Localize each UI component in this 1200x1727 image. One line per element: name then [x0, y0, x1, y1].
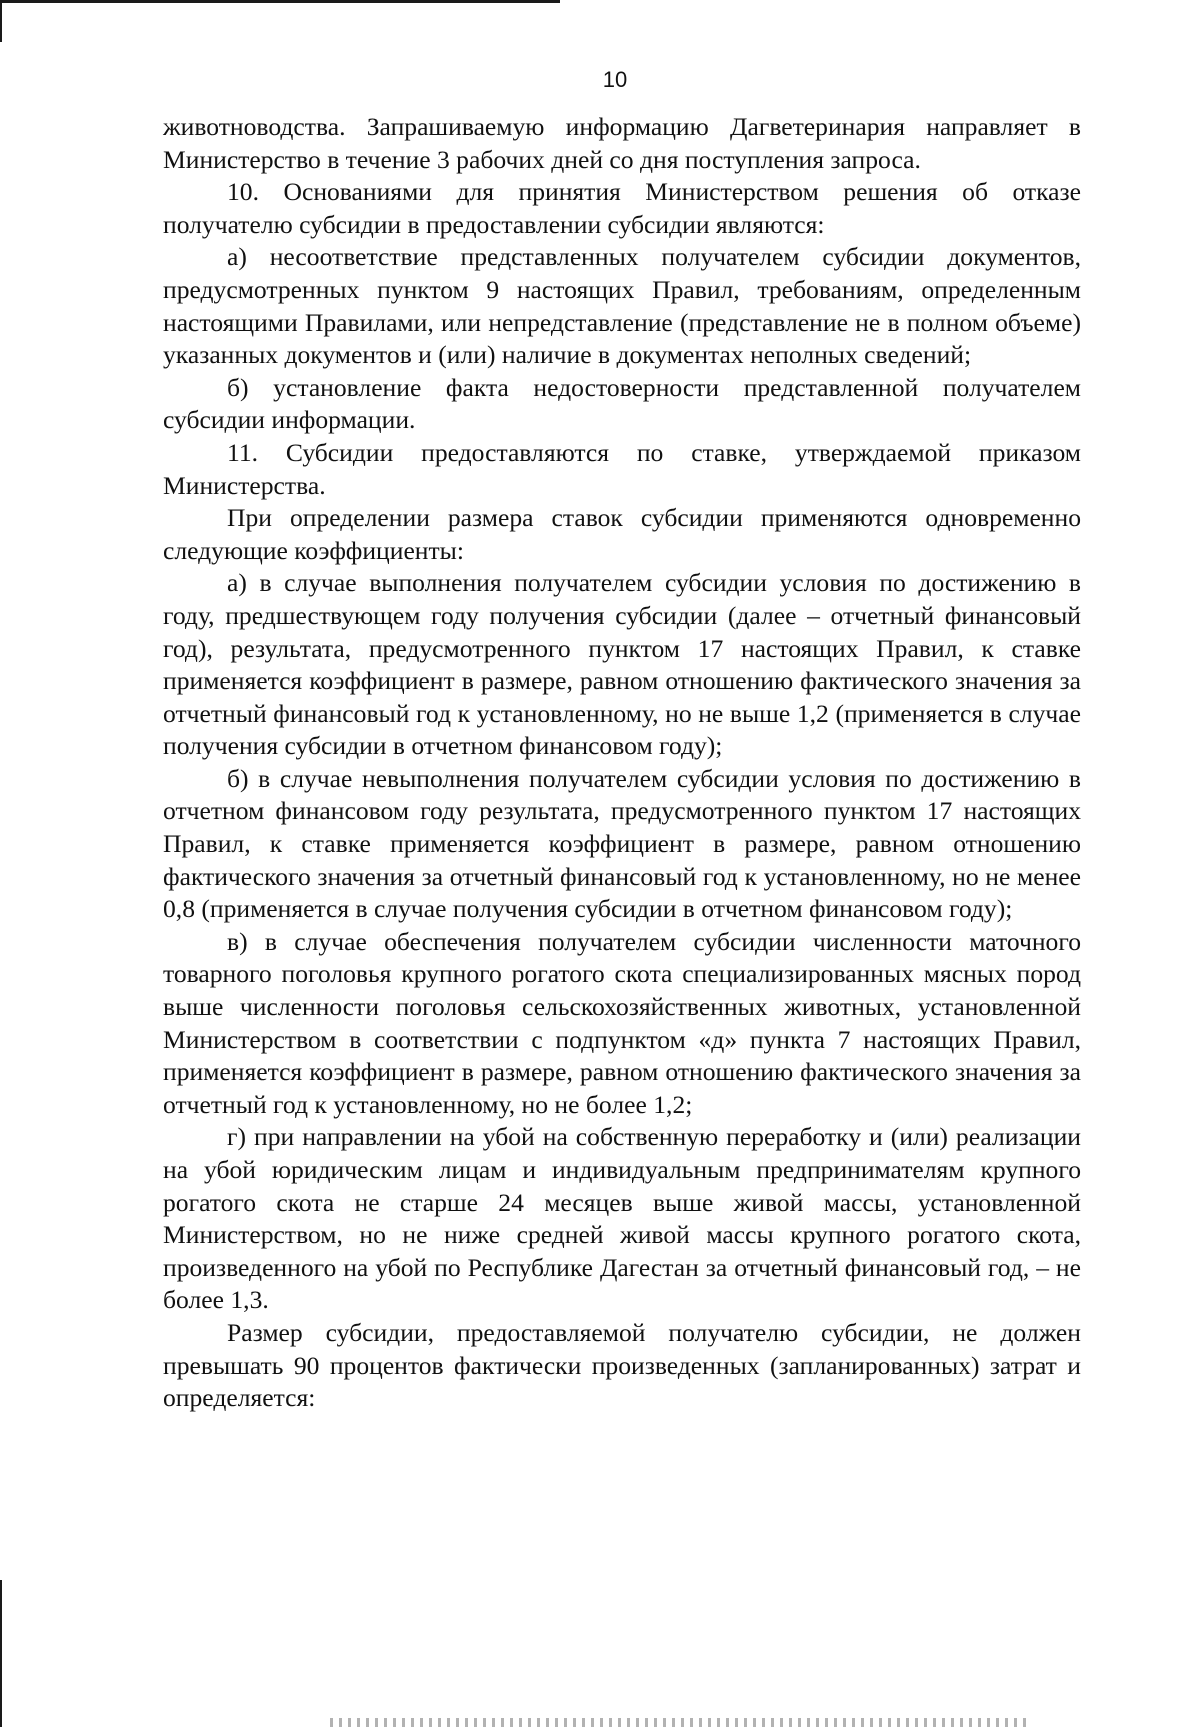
- scan-edge-left: [0, 0, 2, 42]
- paragraph: животноводства. Запрашиваемую информацию Дагветеринария направляет в Министерство в течение 3 рабочих дней со дня поступления запроса.: [163, 112, 1081, 174]
- paragraph: 10. Основаниями для принятия Министерством решения об отказе получателю субсидии в предоставлении субсидии являются:: [163, 177, 1081, 239]
- paragraph: При определении размера ставок субсидии применяются одновременно следующие коэффициенты:: [163, 503, 1081, 565]
- scan-edge-left-lower: [0, 1580, 2, 1727]
- paragraph: Размер субсидии, предоставляемой получателю субсидии, не должен превышать 90 процентов фактически произведенных (запланированных) затрат и определяется:: [163, 1317, 1081, 1413]
- page-number: 10: [602, 67, 628, 92]
- paragraph: 11. Субсидии предоставляются по ставке, утверждаемой приказом Министерства.: [163, 437, 1081, 500]
- paragraph: б) в случае невыполнения получателем субсидии условия по достижению в отчетном финансовом году результата, предусмотренного пунктом 17 настоящих Правил, к ставке применяется коэффициент в размере, равном отношению фактического значения за отчетный финансовый год к установленному, но не менее 0,8 (применяется в случае получения субсидии в отчетном финансовом году);: [163, 763, 1081, 924]
- scan-edge-top: [0, 0, 560, 3]
- paragraph: а) несоответствие представленных получателем субсидии документов, предусмотренных пунктом 9 настоящих Правил, требованиям, определенным настоящими Правилами, или непредставление (представление не в полном объеме) указанных документов и (или) наличие в документах неполных сведений;: [163, 242, 1081, 370]
- paragraph: г) при направлении на убой на собственную переработку и (или) реализации на убой юридическим лицам и индивидуальным предпринимателям крупного рогатого скота не старше 24 месяцев выше живой массы, установленной Министерством, но не ниже средней живой массы крупного рогатого скота, произведенного на убой по Республике Дагестан за отчетный финансовый год, – не более 1,3.: [163, 1122, 1081, 1315]
- paragraph: б) установление факта недостоверности представленной получателем субсидии информации.: [163, 372, 1081, 435]
- document-body: [163, 111, 1081, 1415]
- paragraph: в) в случае обеспечения получателем субсидии численности маточного товарного поголовья крупного рогатого скота специализированных мясных пород выше численности поголовья сельскохозяйственных животных, установленной Министерством в соответствии с подпунктом «д» пункта 7 настоящих Правил, применяется коэффициент в размере, равном отношению фактического значения за отчетный год к установленному, но не более 1,2;: [163, 926, 1081, 1119]
- paragraph: а) в случае выполнения получателем субсидии условия по достижению в году, предшествующем году получения субсидии (далее – отчетный финансовый год), результата, предусмотренного пунктом 17 настоящих Правил, к ставке применяется коэффициент в размере, равном отношению фактического значения за отчетный финансовый год к установленному, но не выше 1,2 (применяется в случае получения субсидии в отчетном финансовом году);: [163, 568, 1081, 761]
- scan-footer-artifact: [330, 1718, 1030, 1727]
